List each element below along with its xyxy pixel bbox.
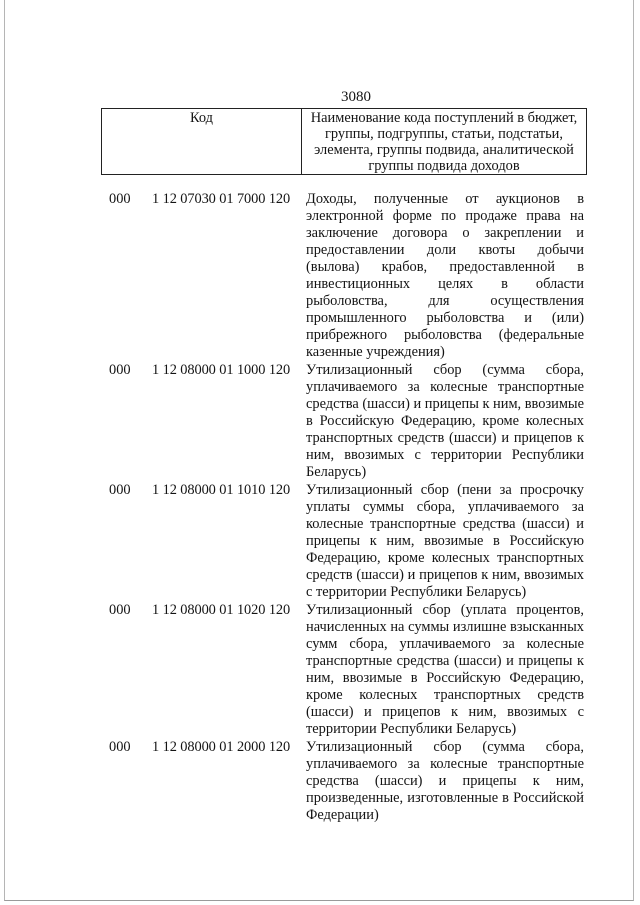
header-row (102, 109, 587, 175)
administrator-code: 000 (109, 362, 131, 378)
income-code-entry (0, 191, 640, 361)
administrator-code: 000 (109, 739, 131, 755)
income-code-name: Утилизационный сбор (пени за просрочку уплаты суммы сбора, уплачиваемого за колесные транспортные средства (шасси) и прицепы к ним, ввозимые в Российскую Федерацию, кроме колесных транспортных средств (шасси) и прицепов к ним, ввозимых с территории Республики Беларусь) (306, 482, 584, 600)
budget-classification-code: 1 12 08000 01 2000 120 (152, 739, 291, 755)
budget-classification-code: 1 12 07030 01 7000 120 (152, 191, 291, 207)
income-code-entry (0, 739, 640, 824)
income-code-name: Утилизационный сбор (сумма сбора, уплачиваемого за колесные транспортные средства (шасси) и прицепы к ним, произведенные, изготовленные в Российской Федерации) (306, 739, 584, 823)
budget-classification-code: 1 12 08000 01 1010 120 (152, 482, 291, 498)
income-code-name: Утилизационный сбор (сумма сбора, уплачиваемого за колесные транспортные средства (шасси) и прицепы к ним, ввозимые в Российскую Федерацию, кроме колесных транспортных средств (шасси) и прицепов к ним, ввозимых с территории Республики Беларусь) (306, 362, 584, 480)
name-column-header: Наименование кода поступлений в бюджет, группы, подгруппы, статьи, подстатьи, элемента, группы подвида, аналитической группы подвида доходов (302, 109, 587, 175)
administrator-code: 000 (109, 602, 131, 618)
income-code-name: Утилизационный сбор (уплата процентов, начисленных на суммы излишне взысканных сумм сбора, уплачиваемого за колесные транспортные средства (шасси) и прицепы к ним, ввозимые в Российскую Федерацию, кроме колесных транспортных средств (шасси) и прицепов к ним, ввозимых с территории Республики Беларусь) (306, 602, 584, 737)
page-number: 3080 (341, 89, 371, 105)
budget-classification-code: 1 12 08000 01 1000 120 (152, 362, 291, 378)
budget-classification-code: 1 12 08000 01 1020 120 (152, 602, 291, 618)
administrator-code: 000 (109, 482, 131, 498)
administrator-code: 000 (109, 191, 131, 207)
income-code-entry (0, 362, 640, 481)
income-code-entry (0, 602, 640, 738)
column-header-table (101, 108, 587, 175)
income-code-list (0, 191, 640, 824)
income-code-name: Доходы, полученные от аукционов в электронной форме по продаже права на заключение договора о закреплении и предоставлении доли квоты добычи (вылова) крабов, предоставленной в инвестиционных целях в области рыболовства, для осуществления промышленного рыболовства и (или) прибрежного рыболовства (федеральные казенные учреждения) (306, 191, 584, 360)
code-column-header: Код (102, 109, 302, 175)
income-code-entry (0, 482, 640, 601)
